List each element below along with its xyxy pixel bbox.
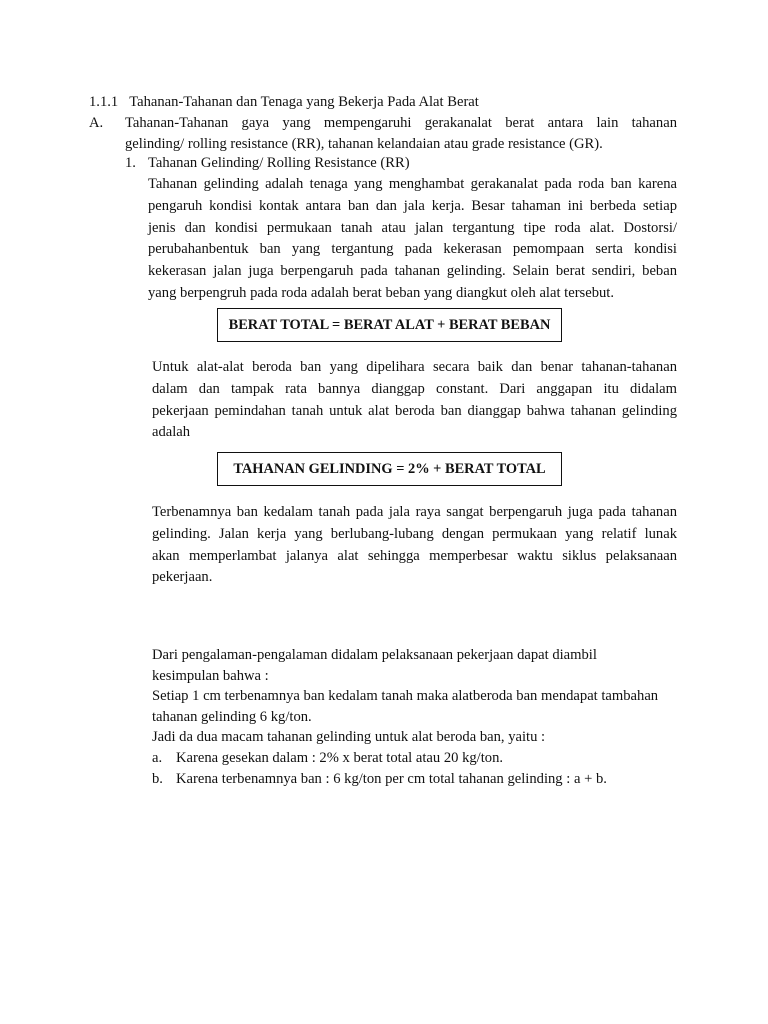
item-1-line-2: pengaruh kondisi kontak antara ban dan jala kerja. Besar tahaman ini berbeda setiap xyxy=(148,197,677,214)
item-1-line-6: yang berpengruh pada roda adalah berat beban yang diangkut oleh alat tersebut. xyxy=(148,284,615,301)
item-1-marker: 1. xyxy=(125,155,136,171)
list-item-b-text: Karena terbenamnya ban : 6 kg/ton per cm total tahanan gelinding : a + b. xyxy=(176,771,607,787)
item-1-paragraph xyxy=(148,174,677,305)
paragraph-2 xyxy=(152,357,677,444)
paragraph-3 xyxy=(152,502,677,589)
paragraph-4-line-4: tahanan gelinding 6 kg/ton. xyxy=(152,709,312,725)
paragraph-2-line-2: dalam dan tampak rata bannya dianggap constant. Dari anggapan itu didalam xyxy=(152,380,677,397)
list-item-a-marker: a. xyxy=(152,750,163,766)
paragraph-2-line-3: pekerjaan pemindahan tanah untuk alat beroda ban dianggap bahwa tahanan gelinding xyxy=(152,402,677,419)
paragraph-3-line-4: pekerjaan. xyxy=(152,569,213,586)
item-1-line-3: jenis dan kondisi permukaan tanah atau jalan tergantung tipe roda alat. Dostorsi/ xyxy=(148,219,677,236)
item-1-line-4: perubahanbentuk ban yang tergantung pada kekerasan pemompaan serta kondisi xyxy=(148,241,677,258)
paragraph-4-line-5: Jadi da dua macam tahanan gelinding untuk alat beroda ban, yaitu : xyxy=(152,729,546,745)
item-a-line-1: Tahanan-Tahanan gaya yang mempengaruhi gerakanalat berat antara lain tahanan xyxy=(125,115,677,131)
paragraph-4-line-1: Dari pengalaman-pengalaman didalam pelaksanaan pekerjaan dapat diambil xyxy=(152,647,597,663)
paragraph-4-line-3: Setiap 1 cm terbenamnya ban kedalam tanah maka alatberoda ban mendapat tambahan xyxy=(152,688,659,704)
list-item-a-text: Karena gesekan dalam : 2% x berat total atau 20 kg/ton. xyxy=(176,750,504,766)
paragraph-3-line-2: gelinding. Jalan kerja yang berlubang-lubang dengan permukaan yang relatif lunak xyxy=(152,525,677,542)
item-1-title: Tahanan Gelinding/ Rolling Resistance (RR) xyxy=(148,155,410,171)
paragraph-3-line-3: akan memperlambat jalanya alat sehingga memperbesar waktu siklus pelaksanaan xyxy=(152,547,677,564)
item-1-line-1: Tahanan gelinding adalah tenaga yang menghambat gerakanalat pada roda ban karena xyxy=(148,176,677,192)
list-item-b-marker: b. xyxy=(152,771,163,787)
paragraph-2-line-4: adalah xyxy=(152,424,191,441)
formula-text: BERAT TOTAL = BERAT ALAT + BERAT BEBAN xyxy=(228,316,551,333)
paragraph-4-line-2: kesimpulan bahwa : xyxy=(152,668,269,684)
section-number: 1.1.1 xyxy=(89,94,119,110)
paragraph-3-line-1: Terbenamnya ban kedalam tanah pada jala raya sangat berpengaruh juga pada tahanan xyxy=(152,504,677,520)
item-a-marker: A. xyxy=(89,115,104,131)
formula-box-berat-total xyxy=(217,308,562,342)
formula-box-tahanan-gelinding xyxy=(217,452,562,486)
item-a-line-2: gelinding/ rolling resistance (RR), tahanan kelandaian atau grade resistance (GR). xyxy=(125,136,603,152)
paragraph-2-line-1: Untuk alat-alat beroda ban yang dipelihara secara baik dan benar tahanan-tahanan xyxy=(152,359,677,375)
section-title: Tahanan-Tahanan dan Tenaga yang Bekerja Pada Alat Berat xyxy=(129,94,479,110)
item-1-line-5: kekerasan jalan juga berpengaruh pada tahanan gelinding. Selain berat sendiri, beban xyxy=(148,263,677,280)
formula-text: TAHANAN GELINDING = 2% + BERAT TOTAL xyxy=(233,460,546,477)
section-heading xyxy=(89,92,479,112)
